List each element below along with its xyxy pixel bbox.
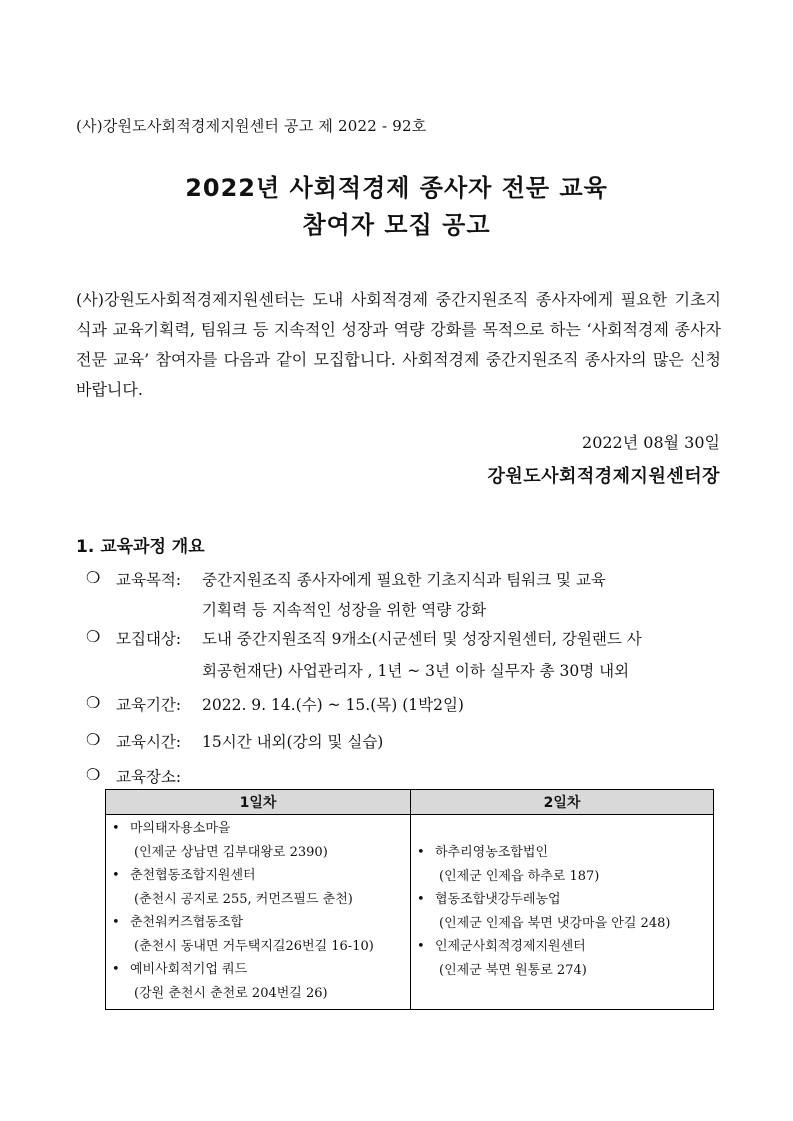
bullet-dot-icon: • bbox=[112, 821, 120, 836]
venue-address: (인제군 인제읍 하추로 187) bbox=[439, 868, 600, 884]
venue-name: 하추리영농조합법인 bbox=[435, 845, 549, 860]
announcement-date: 2022년 08월 30일 bbox=[582, 433, 720, 452]
bullet-dot-icon: • bbox=[417, 939, 425, 954]
venue-address: (인제군 북면 원통로 274) bbox=[439, 962, 587, 978]
intro-text: (사)강원도사회적경제지원센터는 도내 사회적경제 중간지원조직 종사자에게 필요한 기초지식과 교육기획력, 팀워크 등 지속적인 성장과 역량 강화를 목적으로 하는 ‘사회적경제 종사자 전문 교육’ 참여자를 다음과 같이 모집합니다. 사회적경제 중간지원조직 종사자의 많은 신청 바랍니다. bbox=[76, 290, 721, 399]
venue-list-item bbox=[112, 911, 404, 958]
section-title: 1. 교육과정 개요 bbox=[76, 537, 205, 557]
venue-name: 인제군사회적경제지원센터 bbox=[435, 939, 586, 954]
bullet-dot-icon: • bbox=[417, 892, 425, 907]
venue-name: 마의태자용소마을 bbox=[130, 821, 231, 836]
venue-list-item bbox=[112, 958, 404, 1005]
bullet-dot-icon: • bbox=[112, 868, 120, 883]
bullet-dot-icon: • bbox=[112, 915, 120, 930]
table-header-day1: 1일차 bbox=[106, 790, 411, 815]
venue-address: (춘천시 동내면 거두택지길26번길 16-10) bbox=[134, 938, 374, 954]
item-text: 중간지원조직 종사자에게 필요한 기초지식과 팀워크 및 교육 bbox=[202, 571, 606, 589]
venue-table bbox=[105, 789, 714, 1010]
item-label: 교육장소: bbox=[116, 768, 182, 786]
venue-list-item bbox=[417, 841, 707, 888]
venue-name: 예비사회적기업 쿼드 bbox=[130, 962, 248, 977]
item-text-continued: 회공헌재단) 사업관리자 , 1년 ~ 3년 이하 실무자 총 30명 내외 bbox=[202, 662, 630, 680]
venue-list-item bbox=[112, 817, 404, 864]
item-text: 15시간 내외(강의 및 실습) bbox=[202, 733, 384, 751]
venue-list-item bbox=[417, 935, 707, 982]
bullet-dot-icon: • bbox=[112, 962, 120, 977]
document-subtitle: 참여자 모집 공고 bbox=[302, 211, 491, 239]
item-text: 도내 중간지원조직 9개소(시군센터 및 성장지원센터, 강원랜드 사 bbox=[202, 630, 642, 648]
circle-bullet-icon: ❍ bbox=[86, 627, 101, 646]
day2-cell bbox=[411, 815, 714, 1010]
item-label: 교육목적: bbox=[116, 571, 182, 589]
circle-bullet-icon: ❍ bbox=[86, 693, 101, 712]
day1-cell bbox=[106, 815, 411, 1010]
venue-name: 춘천워커즈협동조합 bbox=[130, 915, 244, 930]
venue-list-item bbox=[112, 864, 404, 911]
venue-list-item bbox=[417, 888, 707, 935]
item-label: 모집대상: bbox=[116, 630, 182, 648]
circle-bullet-icon: ❍ bbox=[86, 568, 101, 587]
document-title: 2022년 사회적경제 종사자 전문 교육 bbox=[185, 174, 608, 202]
bullet-dot-icon: • bbox=[417, 845, 425, 860]
venue-name: 춘천협동조합지원센터 bbox=[130, 868, 256, 883]
venue-address: (강원 춘천시 춘천로 204번길 26) bbox=[134, 985, 328, 1001]
venue-address: (인제군 상남면 김부대왕로 2390) bbox=[134, 844, 328, 860]
intro-paragraph bbox=[76, 285, 721, 405]
venue-address: (인제군 인제읍 북면 냇강마을 안길 248) bbox=[439, 915, 671, 931]
venue-name: 협동조합냇강두레농업 bbox=[435, 892, 561, 907]
notice-number: (사)강원도사회적경제지원센터 공고 제 2022 - 92호 bbox=[76, 117, 427, 135]
issuer-name: 강원도사회적경제지원센터장 bbox=[487, 466, 720, 487]
item-text: 2022. 9. 14.(수) ~ 15.(목) (1박2일) bbox=[202, 696, 464, 714]
circle-bullet-icon: ❍ bbox=[86, 765, 101, 784]
item-label: 교육시간: bbox=[116, 733, 182, 751]
item-label: 교육기간: bbox=[116, 696, 182, 714]
circle-bullet-icon: ❍ bbox=[86, 730, 101, 749]
venue-address: (춘천시 공지로 255, 커먼즈필드 춘천) bbox=[134, 891, 353, 907]
table-header-day2: 2일차 bbox=[411, 790, 714, 815]
item-text-continued: 기획력 등 지속적인 성장을 위한 역량 강화 bbox=[202, 601, 487, 619]
